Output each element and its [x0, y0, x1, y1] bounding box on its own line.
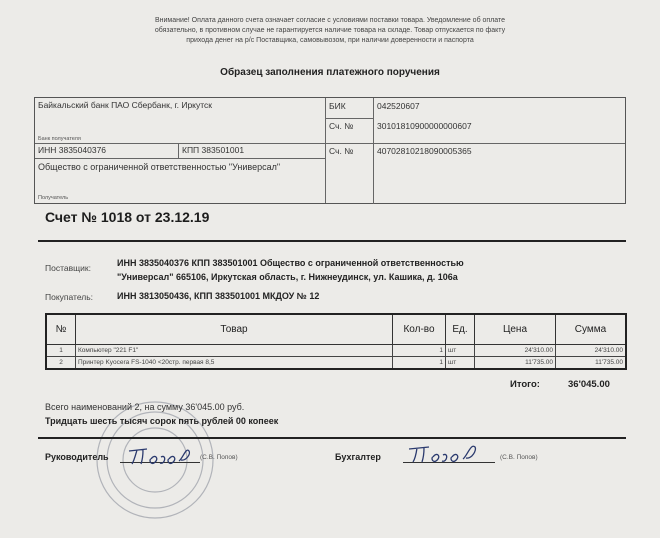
col-price: Цена	[475, 314, 556, 345]
buyer-details: ИНН 3813050436, КПП 383501001 МКДОУ № 12	[117, 291, 320, 301]
divider	[38, 240, 626, 242]
bik-value: 042520607	[377, 101, 420, 111]
inn: ИНН 3835040376	[35, 143, 179, 159]
recipient-cell	[35, 159, 326, 203]
divider	[373, 143, 625, 144]
col-sum: Сумма	[556, 314, 627, 345]
row-number: 2	[46, 357, 76, 370]
row-product: Принтер Kyocera FS-1040 <20стр. первая 8,5	[76, 357, 393, 370]
row-sum: 11'735.00	[556, 357, 627, 370]
bank-name: Байкальский банк ПАО Сбербанк, г. Иркутск	[38, 100, 212, 110]
account-label: Сч. №	[326, 143, 374, 204]
row-price: 24'310.00	[475, 345, 556, 357]
col-number: №	[46, 314, 76, 345]
items-count-line: Всего наименований 2, на сумму 36'045.00 руб.	[45, 402, 245, 412]
accountant-signature	[405, 441, 490, 465]
supplier-line: "Универсал" 665106, Иркутская область, г. Нижнеудинск, ул. Кашика, д. 106а	[117, 272, 458, 282]
corr-account-value: 30101810900000000607	[377, 121, 472, 131]
amount-in-words: Тридцать шесть тысяч сорок пять рублей 00 копеек	[45, 416, 279, 426]
row-qty: 1	[393, 345, 446, 357]
row-sum: 24'310.00	[556, 345, 627, 357]
notice-line: обязательно, в противном случае не гарантируется наличие товара на складе. Товар отпускается по факту	[154, 27, 506, 34]
notice-line: прихода денег на р/с Поставщика, самовывозом, при наличии доверенности и паспорта	[186, 37, 474, 44]
divider	[38, 437, 626, 439]
kpp: КПП 383501001	[179, 143, 326, 159]
col-product: Товар	[76, 314, 393, 345]
table-row	[46, 357, 626, 370]
recipient-name: Общество с ограниченной ответственностью "Универсал"	[38, 162, 281, 172]
payment-notice	[80, 16, 580, 46]
items-table	[45, 313, 627, 370]
director-label: Руководитель	[45, 452, 109, 462]
row-qty: 1	[393, 357, 446, 370]
accountant-label: Бухгалтер	[335, 452, 381, 462]
table-header-row	[46, 314, 626, 345]
row-number: 1	[46, 345, 76, 357]
recipient-caption: Получатель	[38, 195, 69, 201]
bank-details-table	[34, 97, 626, 204]
total-value: 36'045.00	[568, 379, 610, 390]
notice-line: Внимание! Оплата данного счета означает согласие с условиями поставки товара. Уведомление об оплате	[154, 17, 506, 24]
table-row	[46, 345, 626, 357]
director-signature	[125, 445, 200, 467]
buyer-label: Покупатель:	[45, 292, 94, 302]
account-value: 40702810218090005365	[377, 146, 472, 156]
sample-title: Образец заполнения платежного поручения	[220, 67, 440, 78]
total-label: Итого:	[510, 379, 540, 390]
row-product: Компьютер "221 F1"	[76, 345, 393, 357]
supplier-label: Поставщик:	[45, 263, 91, 273]
supplier-details	[117, 256, 464, 284]
invoice-title: Счет № 1018 от 23.12.19	[45, 209, 210, 225]
bank-name-cell	[35, 98, 326, 144]
row-price: 11'735.00	[475, 357, 556, 370]
bik-label: БИК	[326, 98, 374, 119]
director-name: (С.В. Попов)	[200, 454, 238, 461]
col-unit: Ед.	[446, 314, 475, 345]
accountant-name: (С.В. Попов)	[500, 454, 538, 461]
col-qty: Кол-во	[393, 314, 446, 345]
row-unit: шт	[446, 345, 475, 357]
bank-caption: Банк получателя	[38, 136, 81, 142]
corr-account-label: Сч. №	[326, 119, 374, 144]
row-unit: шт	[446, 357, 475, 370]
supplier-line: ИНН 3835040376 КПП 383501001 Общество с ограниченной ответственностью	[117, 258, 464, 268]
